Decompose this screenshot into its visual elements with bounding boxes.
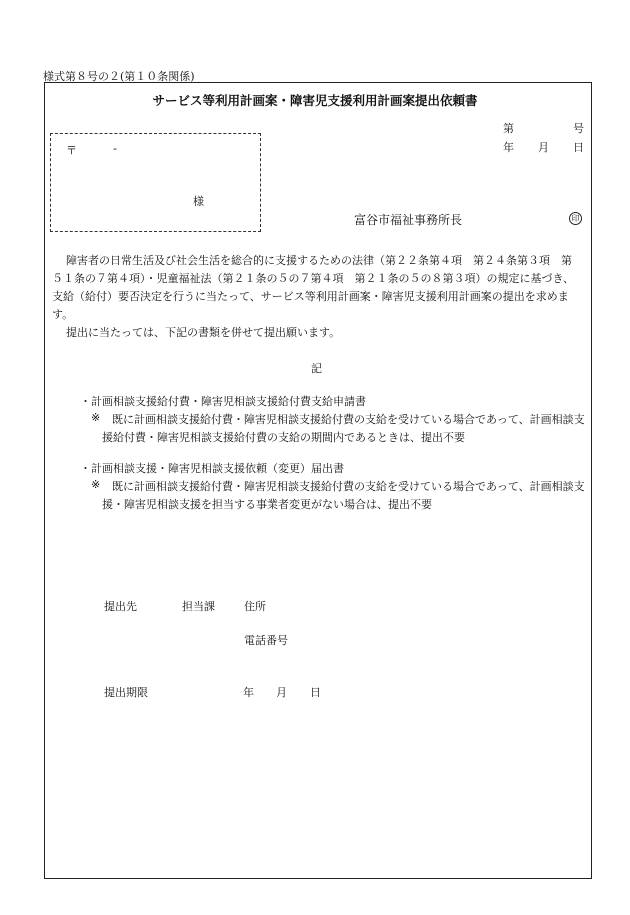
item-title: ・計画相談支援給付費・障害児相談支援給付費支給申請書: [80, 395, 366, 408]
request-paragraph: [52, 252, 592, 324]
note-text: 既に計画相談支援給付費・障害児相談支援給付費の支給を受けている場合であって、計画相談支: [112, 413, 585, 426]
postal-dash: -: [113, 142, 117, 155]
paragraph-line: 支給（給付）要否決定を行うに当たって、サービス等利用計画案・障害児支援利用計画案の提出を求めま: [52, 290, 569, 303]
paragraph-line: す。: [52, 308, 74, 321]
paragraph-line: ５１条の７第４項）・児童福祉法（第２１条の５の７第４項 第２１条の５の８第３項）の規定に基づき、: [52, 272, 575, 285]
address-box: [50, 133, 261, 232]
form-label: 様式第８号の２(第１０条関係): [43, 70, 195, 83]
seal-icon: 印: [569, 212, 582, 225]
destination-label: 提出先: [104, 600, 137, 613]
date-month: 月: [538, 141, 549, 154]
doc-number-dai: 第: [503, 122, 514, 135]
deadline-year: 年: [243, 686, 254, 699]
deadline-month: 月: [276, 686, 287, 699]
note-mark: ※: [91, 478, 101, 491]
note-text: 援給付費・障害児相談支援給付費の支給の期間内であるときは、提出不要: [102, 431, 465, 444]
date-year: 年: [503, 141, 514, 154]
address-label: 住所: [244, 600, 266, 613]
attachment-instruction: 提出に当たっては、下記の書類を併せて提出願います。: [66, 326, 341, 339]
item-title: ・計画相談支援・障害児相談支援依頼（変更）届出書: [80, 462, 344, 475]
deadline-label: 提出期限: [104, 686, 148, 699]
note-text: 援・障害児相談支援を担当する事業者変更がない場合は、提出不要: [102, 498, 432, 511]
sama-label: 様: [193, 195, 204, 208]
ki-heading: 記: [311, 362, 322, 375]
note-text: 既に計画相談支援給付費・障害児相談支援給付費の支給を受けている場合であって、計画相談支: [112, 480, 585, 493]
deadline-day: 日: [310, 686, 321, 699]
date-day: 日: [573, 141, 584, 154]
document-title: サービス等利用計画案・障害児支援利用計画案提出依頼書: [152, 93, 478, 108]
note-mark: ※: [91, 411, 101, 424]
phone-label: 電話番号: [244, 634, 288, 647]
issuer-name: 富谷市福祉事務所長: [354, 213, 463, 227]
postal-mark: 〒: [66, 144, 77, 157]
doc-number-go: 号: [573, 122, 584, 135]
paragraph-line: 障害者の日常生活及び社会生活を総合的に支援するための法律（第２２条第４項 第２４条第３項 第: [66, 254, 572, 267]
department-label: 担当課: [182, 600, 215, 613]
